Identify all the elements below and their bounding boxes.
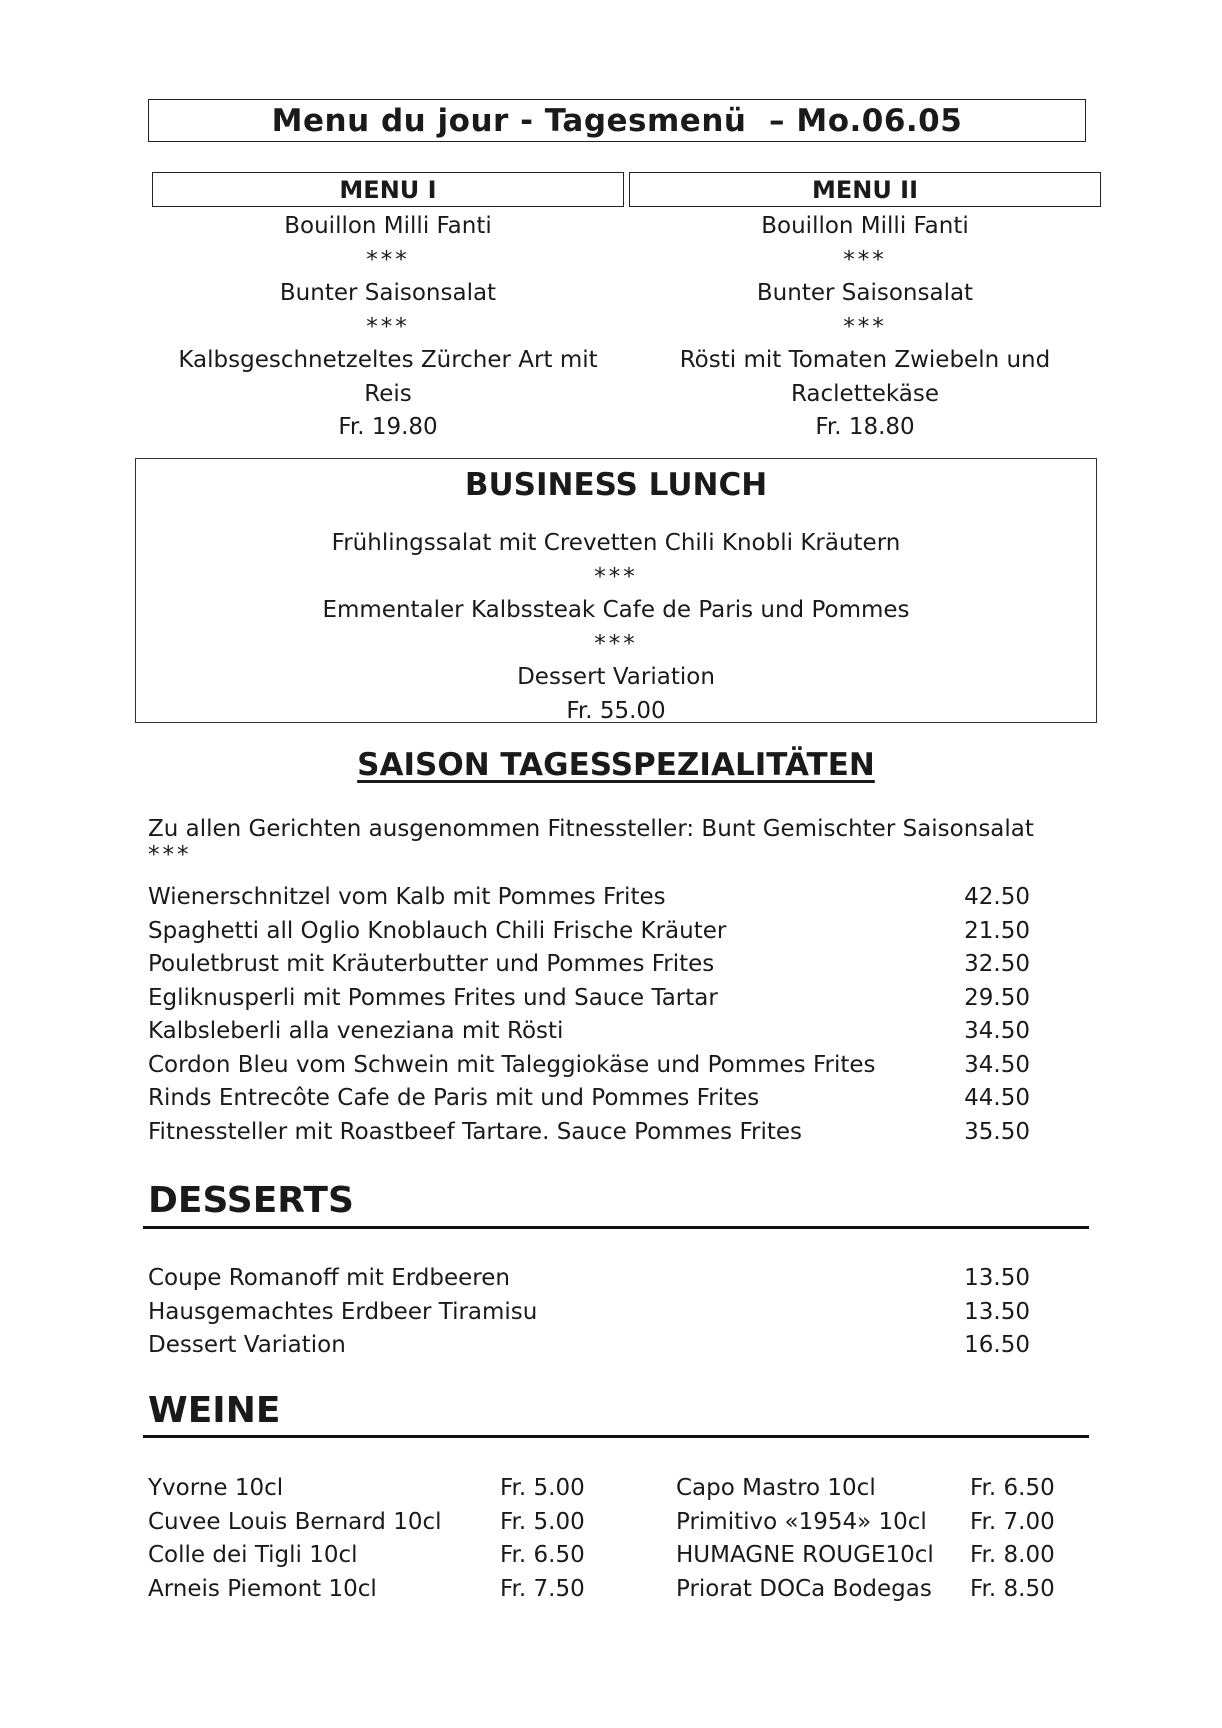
item-name: Fitnessteller mit Roastbeef Tartare. Sauce Pommes Frites: [148, 1118, 803, 1145]
list-item: [148, 982, 1030, 1016]
list-item: [148, 881, 1030, 915]
desserts-list: [148, 1262, 1030, 1363]
weine-divider: [143, 1435, 1089, 1438]
item-price: 32.50: [964, 951, 1030, 977]
list-item: [676, 1472, 1096, 1506]
wine-name: Arneis Piemont 10cl: [148, 1575, 377, 1602]
business-lunch-separator: ***: [594, 630, 638, 657]
menu-i-heading: MENU I: [152, 172, 624, 207]
page-title: Menu du jour - Tagesmenü – Mo.06.05: [271, 102, 963, 139]
menu-ii-starter: Bouillon Milli Fanti: [761, 213, 969, 239]
item-name: Pouletbrust mit Kräuterbutter und Pommes Frites: [148, 951, 715, 977]
list-item: [676, 1539, 1096, 1573]
item-name: Spaghetti all Oglio Knoblauch Chili Frische Kräuter: [148, 917, 727, 944]
business-lunch-price: Fr. 55.00: [566, 697, 666, 724]
item-price: 16.50: [964, 1332, 1030, 1358]
menu-i-salad: Bunter Saisonsalat: [279, 280, 497, 306]
wine-name: Capo Mastro 10cl: [676, 1475, 876, 1501]
menu-i-price: Fr. 19.80: [338, 414, 438, 440]
wine-name: Colle dei Tigli 10cl: [148, 1542, 358, 1568]
weine-heading: WEINE: [148, 1390, 281, 1431]
list-item: [148, 1116, 1030, 1150]
wine-price: Fr. 6.50: [970, 1475, 1055, 1501]
wine-price: Fr. 5.00: [500, 1508, 585, 1535]
menu-ii-price: Fr. 18.80: [815, 414, 915, 440]
list-item: [148, 1539, 598, 1573]
business-lunch-separator: ***: [594, 563, 638, 590]
item-name: Coupe Romanoff mit Erdbeeren: [148, 1265, 510, 1291]
list-item: [676, 1573, 1096, 1607]
menu-ii-main-line1: Rösti mit Tomaten Zwiebeln und: [679, 347, 1051, 373]
business-lunch-courses: [136, 527, 1096, 728]
wine-name: Primitivo «1954» 10cl: [676, 1508, 927, 1535]
business-lunch-dessert: Dessert Variation: [517, 664, 715, 690]
list-item: [148, 915, 1030, 949]
wine-list-left: [148, 1472, 598, 1606]
menu-i-separator: ***: [366, 313, 410, 340]
saison-separator: ***: [148, 842, 192, 868]
wine-price: Fr. 6.50: [500, 1542, 585, 1568]
desserts-heading: DESSERTS: [148, 1180, 354, 1221]
wine-price: Fr. 5.00: [500, 1475, 585, 1501]
business-lunch-main: Emmentaler Kalbssteak Cafe de Paris und Pommes: [322, 597, 910, 623]
saison-heading: SAISON TAGESSPEZIALITÄTEN: [357, 747, 875, 783]
list-item: [148, 1049, 1030, 1083]
menu-i-main-line1: Kalbsgeschnetzeltes Zürcher Art mit: [178, 347, 598, 373]
saison-intro: Zu allen Gerichten ausgenommen Fitnessteller: Bunt Gemischter Saisonsalat: [148, 816, 1034, 842]
item-name: Cordon Bleu vom Schwein mit Taleggiokäse und Pommes Frites: [148, 1051, 876, 1078]
item-price: 34.50: [964, 1018, 1030, 1044]
wine-price: Fr. 8.00: [970, 1542, 1055, 1568]
business-lunch-box: [135, 458, 1097, 723]
list-item: [148, 1329, 1030, 1363]
wine-price: Fr. 8.50: [970, 1575, 1055, 1602]
item-price: 13.50: [964, 1265, 1030, 1291]
menu-i-column: [152, 210, 624, 445]
item-price: 13.50: [964, 1298, 1030, 1325]
wine-name: Yvorne 10cl: [148, 1475, 284, 1501]
wine-price: Fr. 7.50: [500, 1575, 585, 1602]
item-name: Wienerschnitzel vom Kalb mit Pommes Frites: [148, 884, 666, 910]
menu-ii-salad: Bunter Saisonsalat: [756, 280, 974, 306]
item-price: 21.50: [964, 917, 1030, 944]
list-item: [148, 1472, 598, 1506]
item-name: Dessert Variation: [148, 1332, 346, 1358]
menu-ii-separator: ***: [843, 246, 887, 273]
wine-name: Priorat DOCa Bodegas: [676, 1575, 932, 1602]
item-price: 34.50: [964, 1051, 1030, 1078]
item-price: 29.50: [964, 984, 1030, 1011]
list-item: [148, 1082, 1030, 1116]
page-title-box: [148, 99, 1086, 142]
menu-ii-column: [629, 210, 1101, 445]
menu-ii-main-line2: Raclettekäse: [790, 380, 940, 407]
wine-price: Fr. 7.00: [970, 1508, 1055, 1535]
list-item: [148, 948, 1030, 982]
list-item: [148, 1506, 598, 1540]
menu-i-main-line2: Reis: [364, 380, 412, 407]
list-item: [148, 1262, 1030, 1296]
menu-i-starter: Bouillon Milli Fanti: [284, 213, 492, 239]
saison-list: [148, 881, 1030, 1149]
wine-name: HUMAGNE ROUGE10cl: [676, 1542, 934, 1568]
list-item: [148, 1573, 598, 1607]
menu-ii-separator: ***: [843, 313, 887, 340]
business-lunch-heading: BUSINESS LUNCH: [464, 467, 768, 503]
item-name: Hausgemachtes Erdbeer Tiramisu: [148, 1298, 538, 1325]
wine-name: Cuvee Louis Bernard 10cl: [148, 1508, 442, 1535]
item-name: Kalbsleberli alla veneziana mit Rösti: [148, 1018, 564, 1044]
item-price: 42.50: [964, 884, 1030, 910]
menu-ii-heading: MENU II: [629, 172, 1101, 207]
item-name: Rinds Entrecôte Cafe de Paris mit und Pommes Frites: [148, 1085, 760, 1111]
item-price: 44.50: [964, 1085, 1030, 1111]
menu-i-separator: ***: [366, 246, 410, 273]
business-lunch-starter: Frühlingssalat mit Crevetten Chili Knobli Kräutern: [331, 530, 901, 556]
list-item: [148, 1296, 1030, 1330]
desserts-divider: [143, 1226, 1089, 1229]
list-item: [148, 1015, 1030, 1049]
wine-list-right: [676, 1472, 1096, 1606]
item-name: Egliknusperli mit Pommes Frites und Sauce Tartar: [148, 984, 718, 1011]
list-item: [676, 1506, 1096, 1540]
item-price: 35.50: [964, 1118, 1030, 1145]
